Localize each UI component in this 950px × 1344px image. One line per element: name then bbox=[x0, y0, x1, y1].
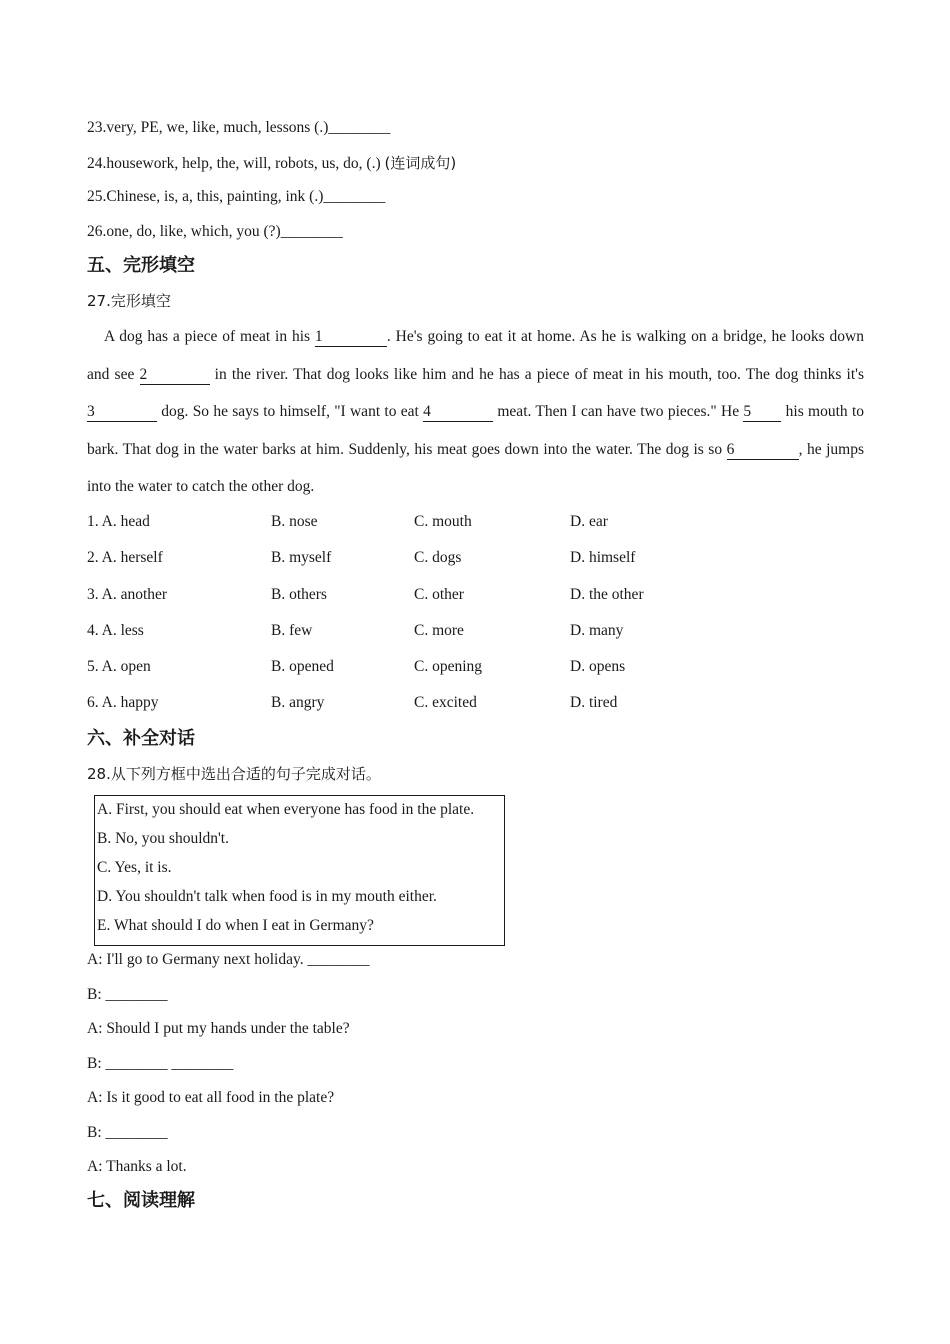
option: C. mouth bbox=[414, 513, 472, 530]
blank-6: 6 bbox=[727, 441, 799, 460]
dialogue-line: B: ________ bbox=[87, 1124, 168, 1141]
option: D. himself bbox=[570, 549, 636, 566]
option: B. few bbox=[271, 622, 313, 639]
option: D. ear bbox=[570, 513, 608, 530]
option: B. others bbox=[271, 586, 327, 603]
dialogue-line: A: Thanks a lot. bbox=[87, 1158, 187, 1175]
passage-text: . He's going to eat it at home. As he is walking on a bridge, he looks down and see bbox=[87, 328, 864, 383]
question-27-label: 27.完形填空 bbox=[87, 292, 171, 310]
option: 6. A. happy bbox=[87, 694, 159, 711]
question-25: 25.Chinese, is, a, this, painting, ink (.)________ bbox=[87, 188, 386, 205]
passage-text: , he jumps into the water to catch the other dog. bbox=[87, 440, 864, 495]
sentence-choice-box bbox=[94, 795, 505, 946]
dialogue-line: B: ________ ________ bbox=[87, 1055, 234, 1072]
option: 1. A. head bbox=[87, 513, 150, 530]
option: 4. A. less bbox=[87, 622, 144, 639]
passage-text: dog. So he says to himself, "I want to eat bbox=[157, 403, 424, 420]
option: C. other bbox=[414, 586, 464, 603]
cloze-passage bbox=[87, 318, 864, 506]
section-7-heading: 七、阅读理解 bbox=[87, 1190, 195, 1211]
passage-text: meat. Then I can have two pieces." He bbox=[493, 403, 744, 420]
dialogue-line: B: ________ bbox=[87, 986, 168, 1003]
passage-text: A dog has a piece of meat in his bbox=[104, 328, 315, 345]
option-row-2 bbox=[87, 548, 867, 568]
option-row-6 bbox=[87, 693, 867, 713]
option: D. tired bbox=[570, 694, 618, 711]
option: D. many bbox=[570, 622, 624, 639]
option: D. opens bbox=[570, 658, 626, 675]
question-24 bbox=[87, 153, 456, 174]
question-24-text: 24.housework, help, the, will, robots, us, do, (.) bbox=[87, 155, 385, 172]
choice-b: B. No, you shouldn't. bbox=[97, 830, 229, 847]
option-row-4 bbox=[87, 621, 867, 641]
choice-a: A. First, you should eat when everyone has food in the plate. bbox=[97, 801, 475, 818]
option-row-3 bbox=[87, 585, 867, 605]
question-26: 26.one, do, like, which, you (?)________ bbox=[87, 223, 343, 240]
option-row-1 bbox=[87, 512, 867, 532]
blank-5: 5 bbox=[743, 403, 781, 422]
option: B. myself bbox=[271, 549, 332, 566]
passage-text: in the river. That dog looks like him and he has a piece of meat in his mouth, too. The dog thinks it's bbox=[209, 365, 864, 383]
option: 3. A. another bbox=[87, 586, 168, 603]
option: B. opened bbox=[271, 658, 334, 675]
question-24-instruction: (连词成句) bbox=[384, 154, 457, 172]
option: C. more bbox=[414, 622, 464, 639]
dialogue-line: A: I'll go to Germany next holiday. ________ bbox=[87, 951, 370, 968]
choice-c: C. Yes, it is. bbox=[97, 859, 172, 876]
option: B. angry bbox=[271, 694, 325, 711]
choice-e: E. What should I do when I eat in Germany? bbox=[97, 917, 374, 934]
option: 2. A. herself bbox=[87, 549, 163, 566]
option-row-5 bbox=[87, 657, 867, 677]
option: B. nose bbox=[271, 513, 318, 530]
option: D. the other bbox=[570, 586, 644, 603]
passage-text: his mouth to bark. That dog in the water barks at him. Suddenly, his meat goes down into the water. The dog is so bbox=[87, 403, 864, 458]
option: 5. A. open bbox=[87, 658, 151, 675]
section-5-heading: 五、完形填空 bbox=[87, 255, 195, 276]
dialogue-line: A: Should I put my hands under the table? bbox=[87, 1020, 350, 1037]
option: C. excited bbox=[414, 694, 477, 711]
blank-2: 2 bbox=[140, 366, 210, 385]
dialogue-line: A: Is it good to eat all food in the plate? bbox=[87, 1089, 335, 1106]
question-23: 23.very, PE, we, like, much, lessons (.)________ bbox=[87, 119, 391, 136]
blank-4: 4 bbox=[423, 403, 493, 422]
section-6-heading: 六、补全对话 bbox=[87, 728, 195, 749]
blank-3: 3 bbox=[87, 403, 157, 422]
option: C. opening bbox=[414, 658, 483, 675]
question-28-label: 28.从下列方框中选出合适的句子完成对话。 bbox=[87, 765, 381, 783]
choice-d: D. You shouldn't talk when food is in my mouth either. bbox=[97, 888, 437, 905]
blank-1: 1 bbox=[315, 328, 387, 347]
option: C. dogs bbox=[414, 549, 462, 566]
